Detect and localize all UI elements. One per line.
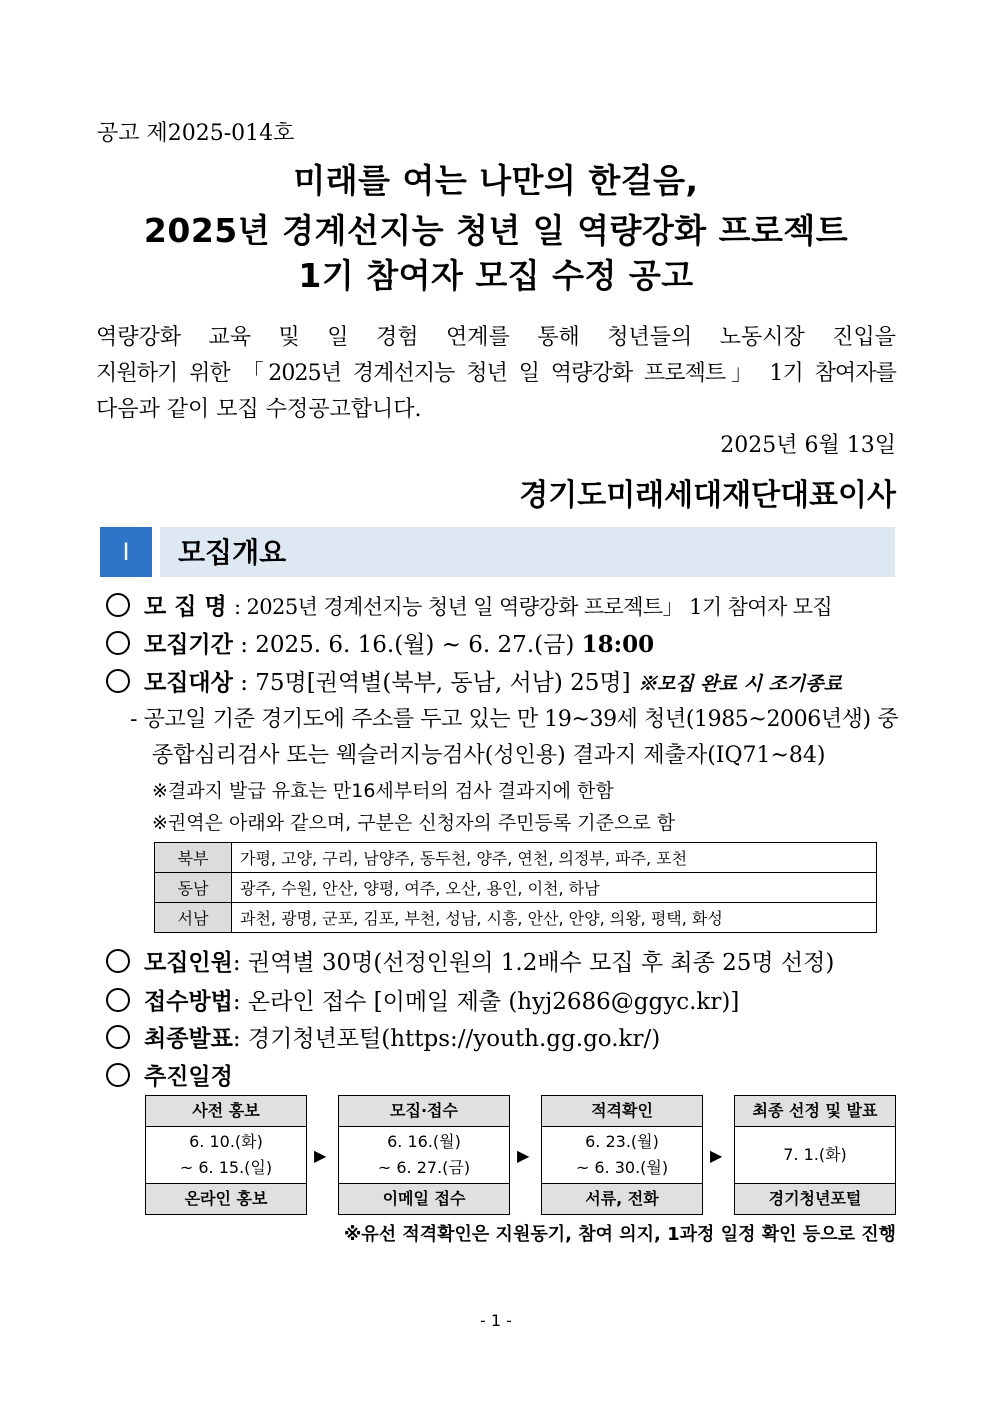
target-detail-line-1: - 공고일 기준 경기도에 주소를 두고 있는 만 19~39세 청년(1985~2006년생) 중 [130, 707, 899, 732]
region-cities: 가평, 고양, 구리, 남양주, 동두천, 양주, 연천, 의정부, 파주, 포천 [232, 843, 877, 873]
title-line-1: 미래를 여는 나만의 한걸음, [293, 161, 699, 200]
schedule-step-title: 사전 홍보 [146, 1096, 306, 1127]
circle-bullet-icon [106, 949, 130, 973]
schedule-step-promotion [145, 1095, 307, 1215]
schedule-step-dates: 6. 10.(화) ~ 6. 15.(일) [179, 1132, 273, 1177]
title-line-2: 2025년 경계선지능 청년 일 역량강화 프로젝트 [143, 211, 849, 250]
circle-bullet-icon [106, 631, 130, 655]
note-result-validity: ※결과지 발급 유효는 만16세부터의 검사 결과지에 한함 [152, 780, 614, 802]
note-region-criteria: ※권역은 아래와 같으며, 구분은 신청자의 주민등록 기준으로 함 [152, 812, 676, 834]
table-row [155, 873, 877, 903]
schedule-step-dates: 7. 1.(화) [783, 1145, 847, 1164]
intro-line-2: 지원하기 위한 「2025년 경계선지능 청년 일 역량강화 프로젝트」 1기 참여자를 [96, 361, 896, 386]
region-name: 북부 [155, 843, 232, 873]
region-cities: 과천, 광명, 군포, 김포, 부천, 성남, 시흥, 안산, 안양, 의왕, 평택, 화성 [232, 903, 877, 933]
notice-number: 공고 제2025-014호 [97, 121, 295, 146]
circle-bullet-icon [106, 1063, 130, 1087]
item-recruit-people: 모집인원: 권역별 30명(선정인원의 1.2배수 모집 후 최종 25명 선정) [106, 944, 834, 977]
schedule-step-dates: 6. 16.(월) ~ 6. 27.(금) [377, 1132, 471, 1177]
circle-bullet-icon [106, 1025, 130, 1049]
schedule-step-eligibility [541, 1095, 703, 1215]
arrow-right-icon: ▶ [314, 1146, 327, 1165]
item-final-announce: 최종발표: 경기청년포털(https://youth.gg.go.kr/) [106, 1020, 660, 1053]
schedule-note: ※유선 적격확인은 지원동기, 참여 의지, 1과정 일정 확인 등으로 진행 [343, 1224, 896, 1245]
arrow-right-icon: ▶ [517, 1146, 530, 1165]
circle-bullet-icon [106, 669, 130, 693]
item-schedule: 추진일정 [106, 1058, 233, 1091]
page-number: - 1 - [480, 1311, 512, 1330]
region-name: 서남 [155, 903, 232, 933]
item-recruit-name: 모 집 명 : 2025년 경계선지능 청년 일 역량강화 프로젝트」 1기 참여자 모집 [106, 588, 832, 621]
organization-name: 경기도미래세대재단대표이사 [519, 478, 896, 513]
schedule-step-title: 모집·접수 [339, 1096, 509, 1127]
intro-line-3: 다음과 같이 모집 수정공고합니다. [96, 397, 422, 422]
item-apply-method: 접수방법: 온라인 접수 [이메일 제출 (hyj2686@ggyc.kr)] [106, 983, 739, 1016]
table-row [155, 903, 877, 933]
item-recruit-period: 모집기간 : 2025. 6. 16.(월) ~ 6. 27.(금) 18:00 [106, 626, 654, 659]
region-table [154, 842, 877, 933]
schedule-step-dates: 6. 23.(월) ~ 6. 30.(월) [575, 1132, 669, 1177]
circle-bullet-icon [106, 593, 130, 617]
region-name: 동남 [155, 873, 232, 903]
arrow-right-icon: ▶ [710, 1146, 723, 1165]
schedule-step-title: 적격확인 [542, 1096, 702, 1127]
circle-bullet-icon [106, 988, 130, 1012]
table-row [155, 843, 877, 873]
schedule-step-method: 온라인 홍보 [146, 1183, 306, 1214]
schedule-step-method: 서류, 전화 [542, 1183, 702, 1214]
region-cities: 광주, 수원, 안산, 양평, 여주, 오산, 용인, 이천, 하남 [232, 873, 877, 903]
intro-line-1: 역량강화 교육 및 일 경험 연계를 통해 청년들의 노동시장 진입을 [96, 325, 896, 350]
schedule-step-recruit [338, 1095, 510, 1215]
schedule-step-method: 이메일 접수 [339, 1183, 509, 1214]
target-detail-line-2: 종합심리검사 또는 웩슬러지능검사(성인용) 결과지 제출자(IQ71~84) [152, 743, 826, 768]
section-title: 모집개요 [178, 536, 287, 569]
title-line-3: 1기 참여자 모집 수정 공고 [298, 256, 694, 295]
item-recruit-target: 모집대상 : 75명[권역별(북부, 동남, 서남) 25명] ※모집 완료 시 조기종료 [106, 664, 842, 697]
schedule-step-final [734, 1095, 896, 1215]
schedule-step-method: 경기청년포털 [735, 1183, 895, 1214]
announcement-date: 2025년 6월 13일 [720, 433, 896, 458]
schedule-step-title: 최종 선정 및 발표 [735, 1096, 895, 1127]
section-number-badge: Ⅰ [100, 527, 152, 577]
